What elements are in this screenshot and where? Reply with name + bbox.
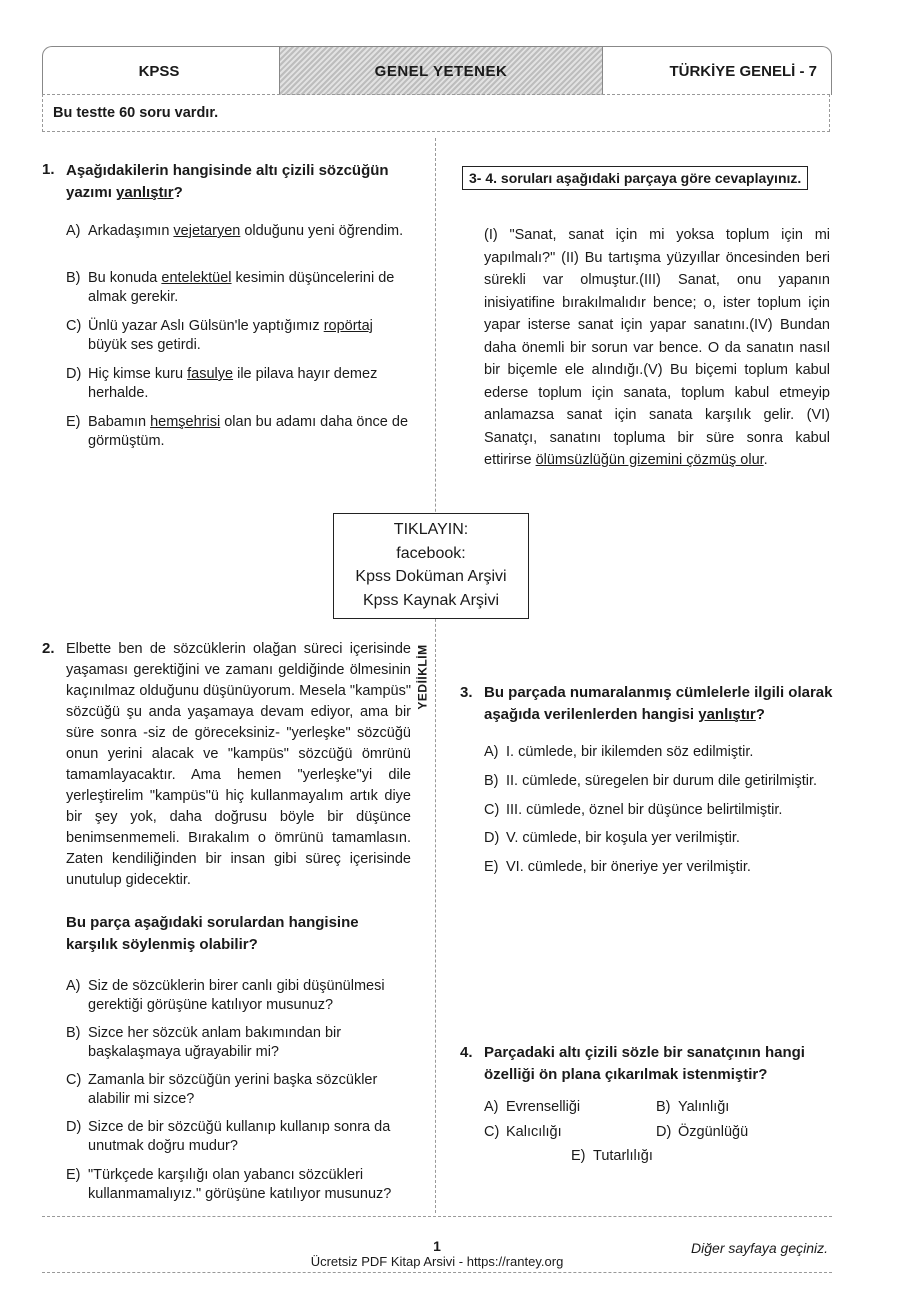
passage-end: . — [763, 452, 768, 468]
option-underlined: hemşehrisi — [150, 414, 221, 430]
option-text: olan bu adamı daha önce de görmüştüm. — [88, 414, 409, 449]
q1-option-b[interactable] — [66, 269, 412, 307]
option-letter: D) — [66, 366, 82, 382]
option-underlined: fasulye — [187, 366, 234, 382]
footer-divider — [42, 1216, 832, 1217]
option-letter: D) — [66, 1119, 82, 1135]
q4-number: 4. — [460, 1044, 473, 1061]
q2-stem: Bu parça aşağıdaki sorulardan hangisine karşılık söylenmiş olabilir? — [66, 914, 359, 953]
test-info-bar — [42, 94, 830, 132]
q2-number: 2. — [42, 640, 55, 657]
promo-line: TIKLAYIN: — [393, 521, 469, 538]
q1-option-e[interactable] — [66, 413, 412, 451]
q3-option-a[interactable] — [484, 743, 844, 762]
q4-option-e[interactable] — [571, 1147, 731, 1166]
passage-instruction: 3- 4. soruları aşağıdaki parçaya göre cevaplayınız. — [462, 166, 808, 190]
option-underlined: vejetaryen — [173, 223, 241, 239]
option-letter: E) — [484, 859, 499, 875]
option-text: büyük ses getirdi. — [88, 337, 201, 353]
footer-bottom-line — [42, 1272, 832, 1273]
option-text: Tutarlılığı — [593, 1148, 653, 1164]
option-letter: B) — [484, 773, 499, 789]
option-letter: B) — [66, 270, 81, 286]
q3-option-e[interactable] — [484, 858, 844, 877]
header-exam: KPSS — [138, 62, 180, 80]
q3-stem — [484, 682, 834, 726]
q1-option-a[interactable] — [66, 222, 412, 241]
option-text: Zamanla bir sözcüğün yerini başka sözcükler alabilir mi sizce? — [88, 1072, 378, 1107]
promo-line: facebook: — [396, 544, 466, 562]
stem-text: Aşağıdakilerin hangisinde altı çizili sözcüğün yazımı — [66, 162, 389, 201]
option-text: Kalıcılığı — [506, 1124, 562, 1140]
question-number: 1. — [42, 161, 55, 178]
q2-option-a[interactable] — [66, 977, 412, 1015]
option-text: "Türkçede karşılığı olan yabancı sözcükleri kullanmamalıyız." görüşüne katılıyor musunuz? — [88, 1167, 392, 1202]
option-underlined: ropörtaj — [323, 318, 373, 334]
option-text: Evrenselliği — [506, 1099, 581, 1115]
stem-underlined: yanlıştır — [116, 184, 174, 201]
passage-body: (I) "Sanat, sanat için mi yoksa toplum için mi yapılmalı?" (II) Bu tartışma yüzyıllar öncesinden beri sürekli var olmuştur.(III) Sanat, onu yapanın inisiyatifine bırakılmalıdır bence; o, ister toplum için yapar isterse sanat için yapar sanatını.(IV) Bundan daha önemli bir sorun var bence. O da sanatın nasıl bir biçemle ele alındığı.(V) Bu biçemi toplum kabul ederse toplum için sanata, toplum kabul etmeyip anlamazsa sanat için sanata karşılık gelir. (VI) Sanatçı, sanatını topluma bir süre sonra kabul ettirirse — [484, 227, 830, 468]
option-letter: A) — [66, 978, 81, 994]
option-text: ile pilava hayır demez herhalde. — [88, 366, 378, 401]
option-letter: B) — [656, 1099, 671, 1115]
option-text: Bu konuda — [88, 270, 162, 286]
promo-box[interactable] — [333, 513, 529, 619]
q4-option-b[interactable] — [656, 1098, 816, 1117]
q4-option-c[interactable] — [484, 1123, 644, 1142]
stem-underlined: yanlıştır — [698, 706, 756, 723]
option-letter: C) — [66, 318, 82, 334]
option-text: VI. cümlede, bir öneriye yer verilmiştir. — [506, 859, 751, 875]
q2-option-b[interactable] — [66, 1024, 412, 1062]
q1-option-c[interactable] — [66, 317, 412, 355]
option-text: Özgünlüğü — [678, 1124, 749, 1140]
q2-option-e[interactable] — [66, 1166, 412, 1204]
q4-option-d[interactable] — [656, 1123, 816, 1142]
option-text: Yalınlığı — [678, 1099, 730, 1115]
question-stem — [66, 160, 426, 204]
promo-line: Kpss Kaynak Arşivi — [362, 591, 500, 609]
q3-number: 3. — [460, 684, 473, 701]
option-text: I. cümlede, bir ikilemden söz edilmiştir. — [506, 744, 754, 760]
option-text: Arkadaşımın — [88, 223, 174, 239]
option-letter: D) — [656, 1124, 672, 1140]
option-text: olduğunu yeni öğrendim. — [240, 223, 404, 239]
page-number: 1 — [433, 1238, 441, 1254]
q3-option-d[interactable] — [484, 829, 844, 848]
test-info-text: Bu testte 60 soru vardır. — [53, 105, 219, 121]
option-text: Babamın — [88, 414, 151, 430]
publisher-name: YEDİİKLİM — [415, 644, 430, 710]
page-header — [42, 46, 832, 95]
header-section: GENEL YETENEK — [279, 47, 603, 95]
q1-option-d[interactable] — [66, 365, 412, 403]
option-text: Sizce her sözcük anlam bakımından bir başkalaşmaya uğrayabilir mi? — [88, 1025, 342, 1060]
option-letter: D) — [484, 830, 500, 846]
q4-option-a[interactable] — [484, 1098, 644, 1117]
option-letter: E) — [571, 1148, 586, 1164]
option-text: Sizce de bir sözcüğü kullanıp kullanıp sonra da unutmak doğru mudur? — [88, 1119, 391, 1154]
stem-end: ? — [173, 184, 183, 201]
footer-source[interactable]: Ücretsiz PDF Kitap Arsivi - https://rantey.org — [310, 1254, 564, 1269]
q3-option-b[interactable] — [484, 772, 844, 791]
option-underlined: entelektüel — [161, 270, 232, 286]
header-edition: TÜRKİYE GENELİ - 7 — [669, 62, 817, 80]
passage-text — [484, 224, 830, 472]
option-letter: C) — [484, 802, 500, 818]
q3-option-c[interactable] — [484, 801, 844, 820]
q4-stem: Parçadaki altı çizili sözle bir sanatçının hangi özelliği ön plana çıkarılmak istenmiştir? — [484, 1044, 805, 1083]
option-letter: E) — [66, 1167, 81, 1183]
option-text: III. cümlede, öznel bir düşünce belirtilmiştir. — [506, 802, 783, 818]
publisher-logo — [415, 640, 440, 720]
q2-text: Elbette ben de sözcüklerin olağan süreci içerisinde yaşaması gerektiğini ve zamanı geldiğinde ölmesinin kaçınılmaz olduğunu düşünüyorum. Mesela "kampüs" sözcüğü şu anda yaşamaya devam ediyor, ama bir süre sonra -siz de göreceksiniz- "yerleşke" sözcüğü onun yerini alacak ve "kampüs" sözcüğü ömrünü tamamlayacaktır. Ama hemen "yerleşke"yi dile yerleştirelim "kampüs"ü hiç kullanmayalım artık diye bir şey yok, daha doğrusu böyle bir düşünce benimsenmemeli. Bırakalım o ömrünü tamamlasın. Zaten kendiliğinden bir insan gibi süreç içerisinde unutulup gidecektir. — [66, 641, 411, 888]
q2-option-d[interactable] — [66, 1118, 412, 1156]
q2-option-c[interactable] — [66, 1071, 412, 1109]
option-text: kesimin düşüncelerini de almak gerekir. — [88, 270, 395, 305]
stem-text: Bu parçada numaralanmış cümlelerle ilgili olarak aşağıda verilenlerden hangisi — [484, 684, 833, 723]
option-letter: C) — [66, 1072, 82, 1088]
option-text: Ünlü yazar Aslı Gülsün'le yaptığımız — [88, 318, 324, 334]
passage-underlined: ölümsüzlüğün gizemini çözmüş olur — [535, 452, 764, 468]
option-text: Hiç kimse kuru — [88, 366, 188, 382]
promo-line: Kpss Doküman Arşivi — [355, 568, 507, 585]
next-page-note: Diğer sayfaya geçiniz. — [691, 1240, 828, 1256]
option-letter: C) — [484, 1124, 500, 1140]
option-text: Siz de sözcüklerin birer canlı gibi düşünülmesi gerektiği görüşüne katılıyor musunuz? — [88, 978, 385, 1013]
option-text: V. cümlede, bir koşula yer verilmiştir. — [506, 830, 740, 846]
option-letter: A) — [484, 744, 499, 760]
stem-end: ? — [755, 706, 765, 723]
option-letter: A) — [484, 1099, 499, 1115]
option-text: II. cümlede, süregelen bir durum dile getirilmiştir. — [506, 773, 818, 789]
option-letter: E) — [66, 414, 81, 430]
option-letter: A) — [66, 223, 81, 239]
option-letter: B) — [66, 1025, 81, 1041]
